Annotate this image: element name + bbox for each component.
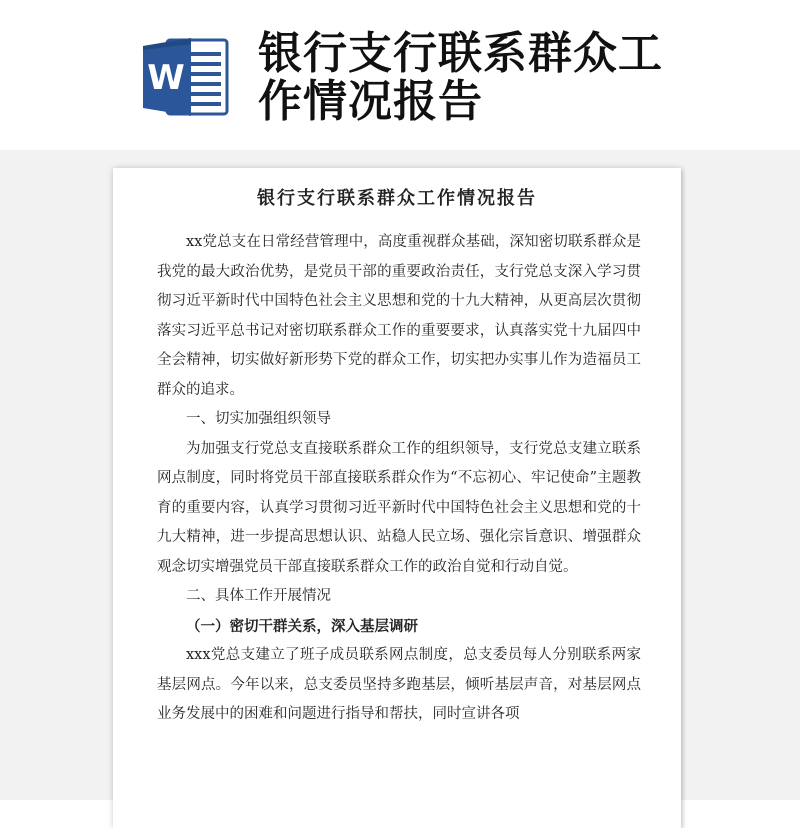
header-banner — [0, 0, 800, 150]
section-1-paragraph: 为加强支行党总支直接联系群众工作的组织领导，支行党总支建立联系网点制度，同时将党员干部直接联系群众作为“不忘初心、牢记使命”主题教育的重要内容，认真学习贯彻习近平新时代中国特色社会主义思想和党的十九大精神，进一步提高思想认识、站稳人民立场、强化宗旨意识、增强群众观念切实增强党员干部直接联系群众工作的政治自觉和行动自觉。 — [157, 440, 641, 575]
subsection-heading-1: （一）密切干群关系，深入基层调研 — [186, 617, 418, 635]
intro-paragraph: xx党总支在日常经营管理中，高度重视群众基础，深知密切联系群众是我党的最大政治优势，是党员干部的重要政治责任，支行党总支深入学习贯彻习近平新时代中国特色社会主义思想和党的十九大精神，从更高层次贯彻落实习近平总书记对密切联系群众工作的重要要求，认真落实党十九届四中全会精神，切实做好新形势下党的群众工作，切实把办实事儿作为造福员工群众的追求。 — [157, 234, 641, 398]
document-title: 银行支行联系群众工作情况报告 — [257, 188, 537, 209]
section-heading-1: 一、切实加强组织领导 — [186, 411, 331, 427]
subsection-1-paragraph: xxx党总支建立了班子成员联系网点制度，总支委员每人分别联系两家基层网点。今年以来，总支委员坚持多跑基层，倾听基层声音，对基层网点业务发展中的困难和问题进行指导和帮扶，同时宣讲各项 — [157, 647, 641, 722]
document-page — [113, 168, 681, 828]
word-icon — [143, 36, 229, 118]
document-body — [157, 228, 641, 730]
header-title: 银行支行联系群众工作情况报告 — [258, 28, 663, 127]
section-heading-2: 二、具体工作开展情况 — [186, 588, 331, 604]
word-icon-letter: W — [147, 58, 185, 98]
